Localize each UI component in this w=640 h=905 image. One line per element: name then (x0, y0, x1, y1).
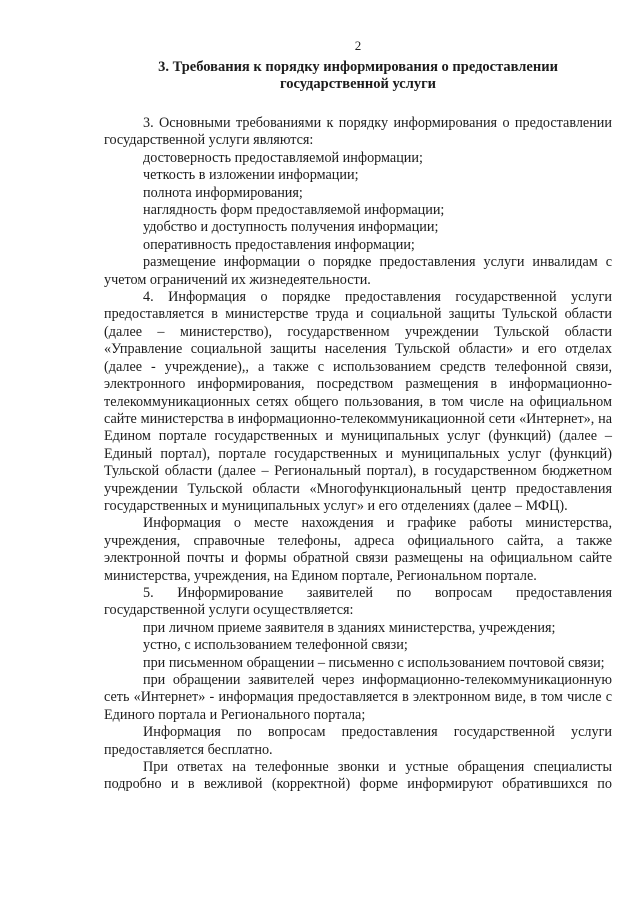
list-item: четкость в изложении информации; (143, 167, 359, 184)
list-item: при письменном обращении – письменно с использованием почтовой связи; (143, 654, 605, 671)
paragraph: При ответах на телефонные звонки и устные обращения специалисты подробно и в вежливой (корректной) форме информируют обратившихся по (104, 759, 612, 793)
paragraph: 5. Информирование заявителей по вопросам предоставления государственной услуги осуществляется: (104, 584, 612, 619)
list-item: достоверность предоставляемой информации; (143, 149, 423, 166)
list-item: наглядность форм предоставляемой информации; (143, 202, 445, 219)
section-heading-line-2: государственной услуги (279, 76, 437, 92)
list-item: устно, с использованием телефонной связи; (143, 637, 408, 654)
paragraph: 4. Информация о порядке предоставления государственной услуги предоставляется в министерстве труда и социальной защиты Тульской области (далее – министерство), государственном учреждении Тульской области «Управление социальной защиты населения Тульской области» и его отделах (далее - учреждение),, а также с использованием средств телефонной связи, электронного информирования, посредством размещения в информационно-телекоммуникационных сетях общего пользования, в том числе на официальном сайте министерства в информационно-телекоммуникационной сети «Интернет», на Едином портале государственных и муниципальных услуг (функций) (далее – Единый портал), портале государственных и муниципальных услуг (функций) Тульской области (далее – Региональный портал), в государственном бюджетном учреждении Тульской области «Многофункциональный центр предоставления государственных и муниципальных услуг» и его отделениях (далее – МФЦ). (104, 289, 612, 514)
list-item: удобство и доступность получения информации; (143, 219, 439, 236)
list-item: при обращении заявителей через информационно-телекоммуникационную сеть «Интернет» - информация предоставляется в электронном виде, в том числе с Единого портала и Регионального портала; (104, 672, 612, 723)
paragraph: Информация о месте нахождения и графике работы министерства, учреждения, справочные телефоны, адреса официального сайта, а также электронной почты и формы обратной связи размещены на официальном сайте министерства, учреждения, на Едином портале, Региональном портале. (104, 515, 612, 584)
paragraph: 3. Основными требованиями к порядку информирования о предоставлении государственной услуги являются: (104, 115, 612, 149)
section-heading (104, 59, 612, 93)
document-body (104, 115, 612, 794)
document-page (104, 38, 612, 794)
paragraph: размещение информации о порядке предоставления услуги инвалидам с учетом ограничений их жизнедеятельности. (104, 254, 612, 288)
list-item: при личном приеме заявителя в зданиях министерства, учреждения; (143, 619, 556, 636)
paragraph: Информация по вопросам предоставления государственной услуги предоставляется бесплатно. (104, 724, 612, 758)
page-number: 2 (354, 38, 362, 53)
list-item: полнота информирования; (143, 184, 303, 201)
section-heading-line-1: 3. Требования к порядку информирования о предоставлении (158, 59, 558, 75)
list-item: оперативность предоставления информации; (143, 236, 415, 253)
